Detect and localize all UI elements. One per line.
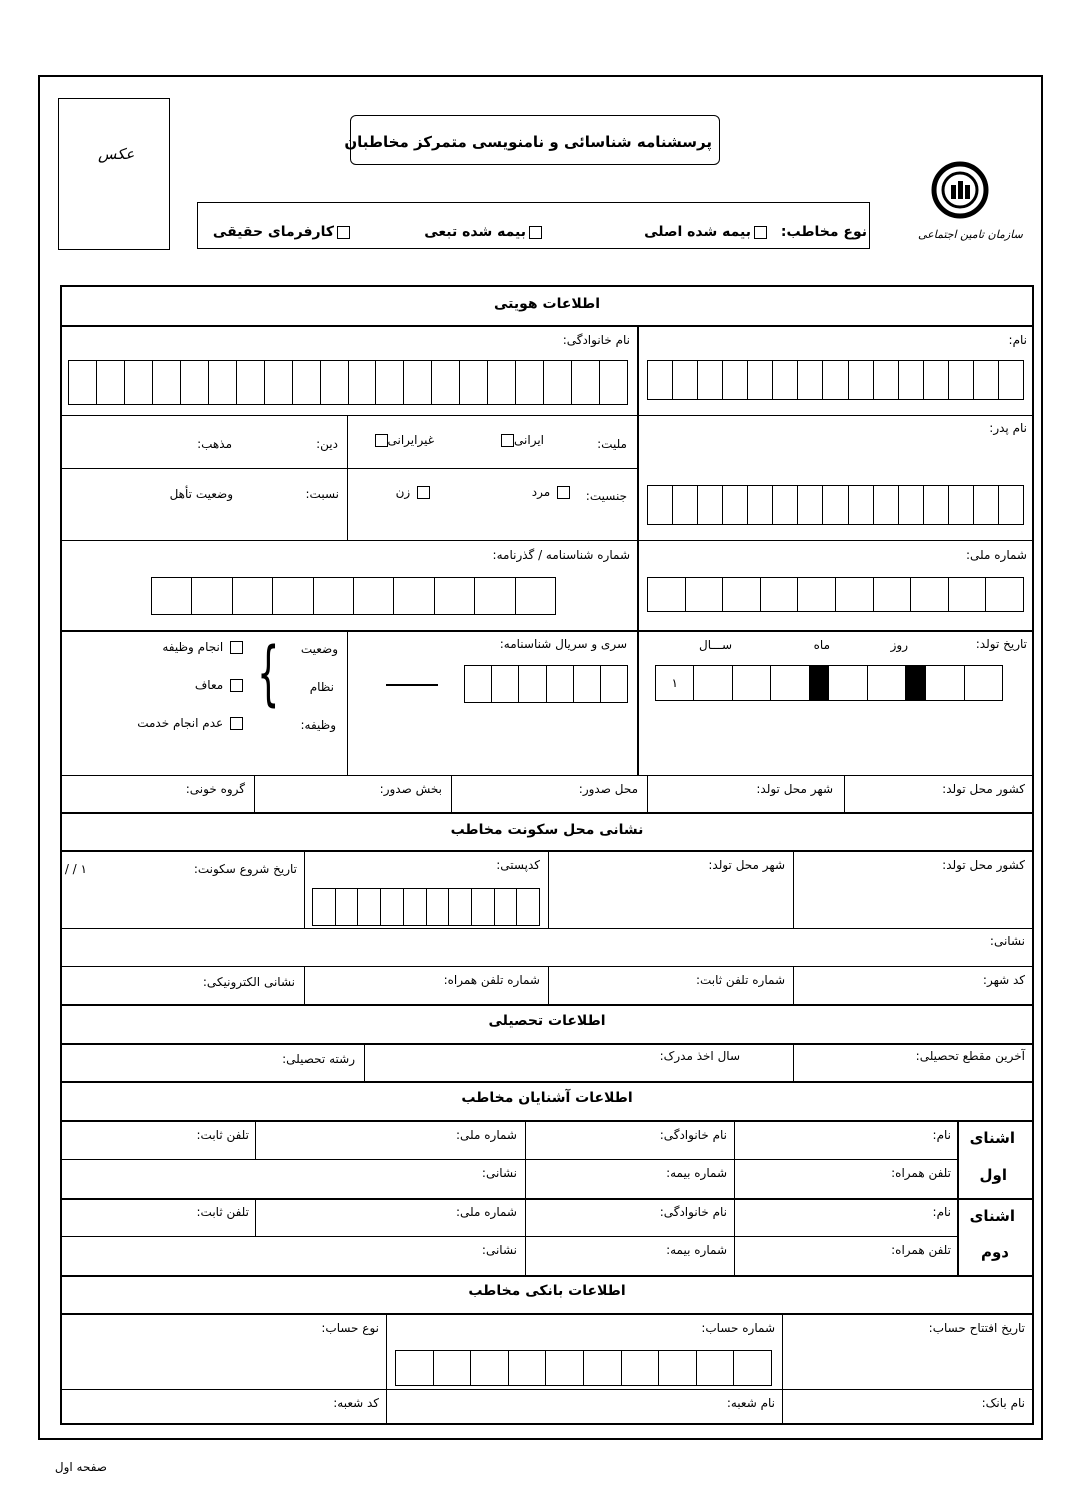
last-degree-label: آخرین مقطع تحصیلی:	[915, 1049, 1025, 1063]
acquaintances-section-title: اطلاعات آشنایان مخاطب	[461, 1090, 633, 1106]
bank-name-label: نام بانک:	[981, 1396, 1025, 1410]
option-main-insured[interactable]: بیمه شده اصلی	[644, 224, 767, 240]
issue-place-label: محل صدور:	[578, 782, 638, 796]
father-name-input[interactable]	[647, 485, 1024, 525]
logo-caption: سازمان تامین اجتماعی	[918, 228, 1023, 241]
first-acquaintance-label-2: اول	[979, 1166, 1007, 1184]
form-frame	[60, 285, 1034, 1425]
account-no-input[interactable]	[395, 1350, 772, 1386]
acq1-address-label: نشانی:	[481, 1166, 517, 1180]
sect-label: مذهب:	[197, 437, 232, 451]
military-status-label-2: نظام	[309, 680, 334, 694]
acq1-insurance-label: شماره بیمه:	[666, 1166, 727, 1180]
acq2-last-name-label: نام خانوادگی:	[659, 1205, 727, 1219]
checkbox[interactable]	[375, 434, 388, 447]
residence-section-title: نشانی محل سکونت مخاطب	[450, 822, 644, 838]
acq1-national-id-label: شماره ملی:	[456, 1128, 517, 1142]
logo-emblem-icon	[930, 160, 990, 220]
second-acquaintance-label-2: دوم	[980, 1243, 1009, 1261]
checkbox[interactable]	[501, 434, 514, 447]
identity-section-title: اطلاعات هویتی	[494, 296, 600, 312]
checkbox[interactable]	[230, 717, 243, 730]
relation-label: نسبت:	[305, 487, 339, 501]
birth-date-input[interactable]	[655, 665, 1003, 701]
field-label: رشته تحصیلی:	[282, 1052, 355, 1066]
first-name-input[interactable]	[647, 360, 1024, 400]
branch-code-label: کد شعبه:	[333, 1396, 379, 1410]
national-id-input[interactable]	[647, 577, 1024, 612]
acq2-landline-label: تلفن ثابت:	[196, 1205, 249, 1219]
birth-country-label: کشور محل تولد:	[942, 782, 1025, 796]
blood-type-label: گروه خونی:	[185, 782, 245, 796]
account-type-label: نوع حساب:	[321, 1321, 379, 1335]
res-birth-city-label: شهر محل تولد:	[708, 858, 785, 872]
first-name-label: نام:	[1008, 333, 1027, 347]
option-employer[interactable]: کارفرمای حقیقی	[213, 224, 350, 240]
postal-code-input[interactable]	[312, 888, 540, 926]
father-name-label: نام پدر:	[989, 421, 1027, 435]
serial-dash	[386, 684, 438, 686]
iranian-option[interactable]: ایرانی	[498, 433, 544, 447]
military-status-label-3: وظیفه:	[300, 718, 336, 732]
acq2-address-label: نشانی:	[481, 1243, 517, 1257]
photo-label: عکس	[98, 145, 135, 163]
month-label: ماه	[813, 638, 830, 652]
acq2-insurance-label: شماره بیمه:	[666, 1243, 727, 1257]
email-label: نشانی الکترونیکی:	[202, 975, 295, 989]
last-name-label: نام خانوادگی:	[562, 333, 630, 347]
checkbox[interactable]	[557, 486, 570, 499]
logo	[930, 160, 990, 220]
male-option[interactable]: مرد	[532, 485, 570, 499]
year-label: ســـال	[699, 638, 732, 652]
birth-cert-label: شماره شناسنامه / گذرنامه:	[492, 548, 630, 562]
issue-district-label: بخش صدور:	[379, 782, 442, 796]
cert-serial-input[interactable]	[464, 665, 628, 703]
photo-box	[58, 98, 170, 250]
religion-label: دین:	[316, 437, 338, 451]
acq1-last-name-label: نام خانوادگی:	[659, 1128, 727, 1142]
military-done-option[interactable]: انجام وظیفه	[162, 640, 243, 654]
military-exempt-option[interactable]: معاف	[195, 678, 243, 692]
acq1-mobile-label: تلفن همراه:	[891, 1166, 951, 1180]
acq1-landline-label: تلفن ثابت:	[196, 1128, 249, 1142]
checkbox[interactable]	[230, 679, 243, 692]
gender-label: جنسیت:	[585, 489, 627, 503]
year-digit-1: ۱	[671, 676, 678, 690]
non-iranian-option[interactable]: غیرایرانی	[372, 433, 435, 447]
degree-year-label: سال اخذ مدرک:	[659, 1049, 740, 1063]
postal-code-label: کدپستی:	[496, 858, 540, 872]
acq1-name-label: نام:	[932, 1128, 951, 1142]
res-birth-country-label: کشور محل تولد:	[942, 858, 1025, 872]
birth-date-label: تاریخ تولد:	[975, 637, 1027, 651]
landline-label: شماره تلفن ثابت:	[695, 973, 785, 987]
page-label: صفحه اول	[54, 1460, 107, 1474]
military-not-done-option[interactable]: عدم انجام خدمت	[137, 716, 243, 730]
first-acquaintance-label-1: اشنای	[969, 1129, 1015, 1147]
brace: }	[257, 632, 280, 714]
branch-name-label: نام شعبه:	[726, 1396, 775, 1410]
checkbox[interactable]	[230, 641, 243, 654]
second-acquaintance-label-1: اشنای	[969, 1207, 1015, 1225]
birth-city-label: شهر محل تولد:	[756, 782, 833, 796]
national-id-label: شماره ملی:	[966, 548, 1027, 562]
checkbox[interactable]	[529, 226, 542, 239]
audience-type-label: نوع مخاطب:	[780, 224, 867, 240]
residence-start-date[interactable]: / / ۱	[64, 862, 87, 876]
marital-status-label: وضعیت تأهل	[169, 487, 233, 501]
open-date-label: تاریخ افتتاح حساب:	[928, 1321, 1025, 1335]
checkbox[interactable]	[337, 226, 350, 239]
education-section-title: اطلاعات تحصیلی	[488, 1013, 606, 1029]
day-label: روز	[890, 638, 908, 652]
acq2-mobile-label: تلفن همراه:	[891, 1243, 951, 1257]
birth-cert-input[interactable]	[151, 577, 556, 615]
city-code-label: کد شهر:	[982, 973, 1025, 987]
last-name-input[interactable]	[68, 360, 628, 405]
account-no-label: شماره حساب:	[701, 1321, 775, 1335]
military-status-label-1: وضعیت	[300, 642, 338, 656]
acq2-national-id-label: شماره ملی:	[456, 1205, 517, 1219]
cert-serial-label: سری و سریال شناسنامه:	[499, 637, 627, 651]
checkbox[interactable]	[754, 226, 767, 239]
checkbox[interactable]	[417, 486, 430, 499]
nationality-label: ملیت:	[597, 437, 627, 451]
option-dependent-insured[interactable]: بیمه شده تبعی	[424, 224, 542, 240]
acq2-name-label: نام:	[932, 1205, 951, 1219]
bank-section-title: اطلاعات بانکی مخاطب	[468, 1283, 626, 1299]
mobile-label: شماره تلفن همراه:	[443, 973, 540, 987]
address-label: نشانی:	[989, 934, 1025, 948]
female-option[interactable]: زن	[396, 485, 430, 499]
residence-start-label: تاریخ شروع سکونت:	[193, 862, 297, 876]
form-title: پرسشنامه شناسائی و نامنویسی متمرکز مخاطبان	[344, 133, 712, 151]
